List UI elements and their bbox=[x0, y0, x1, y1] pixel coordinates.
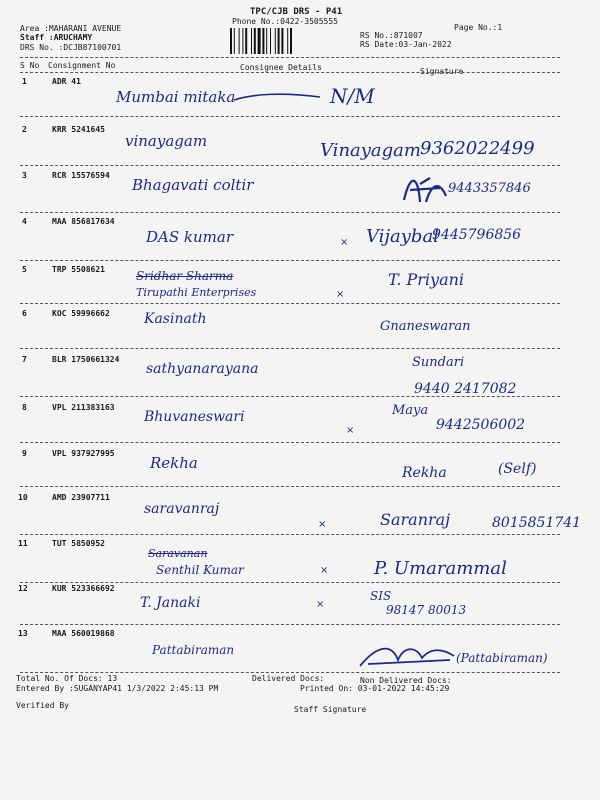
col-consignee: Consignee Details bbox=[240, 63, 322, 72]
consignee-name: vinayagam bbox=[125, 132, 208, 150]
consignee-name: Mumbai mitaka bbox=[116, 88, 236, 106]
delivered-docs: Delivered Docs: bbox=[252, 674, 325, 683]
struck-name: Saravanan bbox=[148, 547, 208, 560]
row-consignment: KRR 5241645 bbox=[52, 125, 105, 134]
consignee-name: Pattabiraman bbox=[152, 643, 235, 657]
barcode-icon bbox=[230, 28, 326, 54]
divider bbox=[20, 116, 560, 117]
consignee-name: Bhuvaneswari bbox=[144, 409, 245, 425]
phone-handwritten: 98147 80013 bbox=[386, 603, 467, 617]
divider bbox=[20, 57, 560, 58]
col-sno: S No bbox=[20, 61, 40, 70]
consignee-name: T. Janaki bbox=[140, 595, 201, 611]
phone-handwritten: 9443357846 bbox=[448, 181, 531, 196]
row-sno: 1 bbox=[22, 77, 27, 86]
signature: Vinayagam bbox=[320, 140, 421, 161]
divider bbox=[20, 303, 560, 304]
struck-name: Sridhar Sharma bbox=[136, 269, 234, 283]
divider bbox=[20, 396, 560, 397]
signature: T. Priyani bbox=[388, 270, 465, 289]
row-consignment: RCR 15576594 bbox=[52, 171, 110, 180]
row-sno: 11 bbox=[18, 539, 28, 548]
signature-scribble bbox=[358, 640, 458, 670]
signature: SIS bbox=[370, 589, 392, 603]
phone-handwritten: 8015851741 bbox=[492, 515, 582, 531]
row-sno: 10 bbox=[18, 493, 28, 502]
entered-by: Entered By :SUGANYAP41 1/3/2022 2:45:13 PM bbox=[16, 684, 219, 693]
signature: P. Umarammal bbox=[374, 558, 507, 579]
row-sno: 5 bbox=[22, 265, 27, 274]
row-consignment: VPL 937927995 bbox=[52, 449, 115, 458]
phone-handwritten: 9442506002 bbox=[436, 417, 526, 433]
col-signature: Signature bbox=[420, 67, 464, 76]
cross-mark-icon: × bbox=[318, 519, 327, 530]
divider bbox=[20, 624, 560, 625]
row-consignment: TRP 5508621 bbox=[52, 265, 105, 274]
consignee-name: Kasinath bbox=[144, 311, 207, 327]
row-consignment: MAA 856817634 bbox=[52, 217, 115, 226]
row-consignment: AMD 23907711 bbox=[52, 493, 110, 502]
phone-handwritten: 9445796856 bbox=[432, 227, 522, 243]
total-docs: Total No. Of Docs: 13 bbox=[16, 674, 118, 683]
cross-mark-icon: × bbox=[320, 565, 329, 576]
signature-stroke bbox=[232, 88, 322, 108]
row-sno: 6 bbox=[22, 309, 27, 318]
cross-mark-icon: × bbox=[346, 425, 355, 436]
divider bbox=[20, 165, 560, 166]
sheet-title: TPC/CJB DRS - P41 bbox=[250, 7, 343, 17]
cross-mark-icon: × bbox=[336, 289, 345, 300]
row-sno: 4 bbox=[22, 217, 27, 226]
row-consignment: KOC 59996662 bbox=[52, 309, 110, 318]
divider bbox=[20, 582, 560, 583]
divider bbox=[20, 534, 560, 535]
divider bbox=[20, 486, 560, 487]
consignee-name: Senthil Kumar bbox=[156, 563, 244, 577]
row-consignment: BLR 1750661324 bbox=[52, 355, 120, 364]
row-sno: 2 bbox=[22, 125, 27, 134]
staff-signature: Staff Signature bbox=[294, 705, 367, 714]
consignee-name: Tirupathi Enterprises bbox=[136, 286, 257, 299]
signature-scribble bbox=[400, 172, 450, 208]
divider bbox=[20, 212, 560, 213]
signature-note: (Pattabiraman) bbox=[456, 651, 548, 665]
printed-on: Printed On: 03-01-2022 14:45:29 bbox=[300, 684, 450, 693]
rs-number: RS No.:871007 bbox=[360, 31, 423, 40]
phone-handwritten: 9440 2417082 bbox=[414, 381, 517, 397]
row-consignment: TUT 5850952 bbox=[52, 539, 105, 548]
row-sno: 12 bbox=[18, 584, 28, 593]
page-number: Page No.:1 bbox=[454, 23, 503, 32]
row-sno: 9 bbox=[22, 449, 27, 458]
row-consignment: KUR 523366692 bbox=[52, 584, 115, 593]
consignee-name: Bhagavati coltir bbox=[132, 176, 254, 194]
divider bbox=[20, 260, 560, 261]
signature: Sundari bbox=[412, 355, 465, 370]
verified-by: Verified By bbox=[16, 701, 69, 710]
drs-number: DRS No. :DCJB87100701 bbox=[20, 43, 122, 52]
signature: Maya bbox=[392, 403, 429, 418]
consignee-name: sathyanarayana bbox=[146, 361, 259, 377]
signature: Gnaneswaran bbox=[380, 319, 471, 334]
signature-note: (Self) bbox=[498, 461, 537, 477]
consignee-name: saravanraj bbox=[144, 501, 220, 517]
row-sno: 8 bbox=[22, 403, 27, 412]
signature: Saranraj bbox=[380, 510, 451, 529]
divider bbox=[20, 672, 560, 673]
signature: N/M bbox=[330, 84, 375, 108]
staff-label: Staff :ARUCHAMY bbox=[20, 33, 93, 42]
divider bbox=[20, 72, 560, 73]
row-consignment: MAA 560019868 bbox=[52, 629, 115, 638]
row-sno: 13 bbox=[18, 629, 28, 638]
signature: Rekha bbox=[402, 465, 447, 481]
divider bbox=[20, 348, 560, 349]
cross-mark-icon: × bbox=[340, 237, 349, 248]
col-consignment: Consignment No bbox=[48, 61, 116, 70]
row-consignment: ADR 41 bbox=[52, 77, 81, 86]
cross-mark-icon: × bbox=[316, 599, 325, 610]
divider bbox=[20, 442, 560, 443]
row-sno: 3 bbox=[22, 171, 27, 180]
phone-number: Phone No.:0422-3505555 bbox=[232, 17, 338, 26]
consignee-name: DAS kumar bbox=[146, 228, 233, 246]
rs-date: RS Date:03-Jan-2022 bbox=[360, 40, 452, 49]
consignee-name: Rekha bbox=[150, 454, 198, 472]
area-label: Area :MAHARANI AVENUE bbox=[20, 24, 122, 33]
signature: Vijaybal bbox=[366, 226, 439, 247]
row-consignment: VPL 211383163 bbox=[52, 403, 115, 412]
phone-handwritten: 9362022499 bbox=[420, 138, 535, 159]
row-sno: 7 bbox=[22, 355, 27, 364]
non-delivered-docs: Non Delivered Docs: bbox=[360, 676, 452, 685]
